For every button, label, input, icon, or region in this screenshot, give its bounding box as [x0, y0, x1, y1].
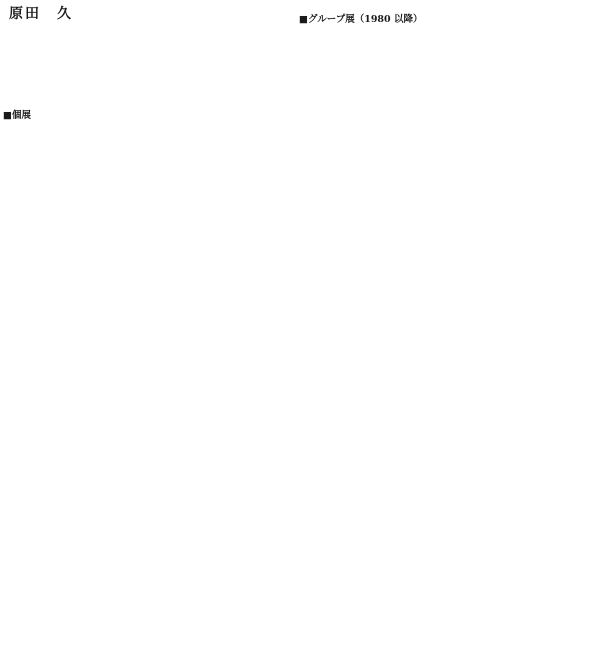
artist-name: 原田 久 [9, 6, 73, 22]
solo-exhibitions-heading: ■個展 [3, 110, 31, 121]
group-exhibitions-heading: ■グループ展（1980 以降） [299, 14, 423, 25]
